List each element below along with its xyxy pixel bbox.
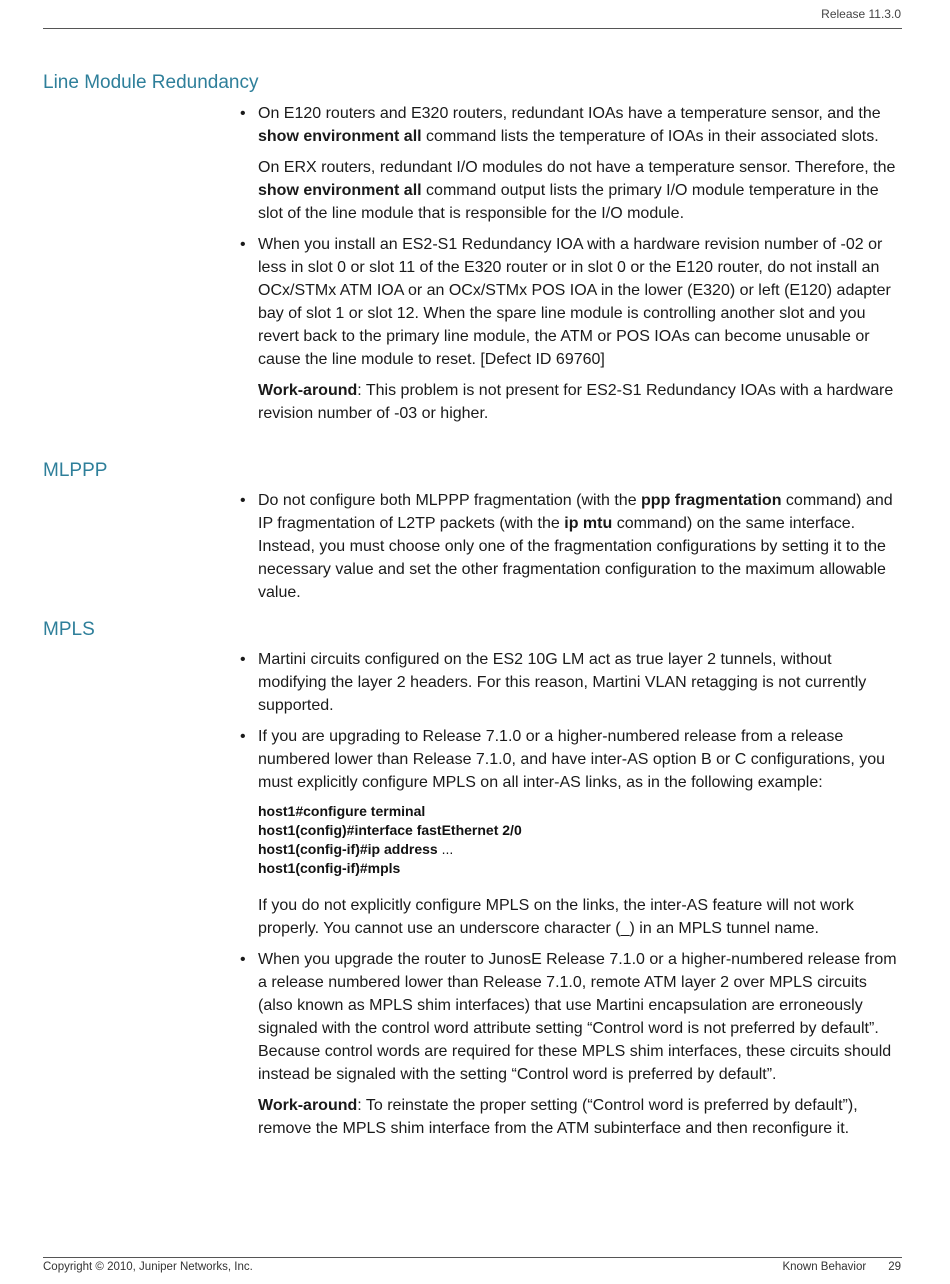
paragraph: • When you upgrade the router to JunosE Release 7.1.0 or a higher-numbered release from a release numbered lower than Release 7.1.0, remote ATM layer 2 over MPLS circuits (also known as MPLS shim interfaces) that use Martini encapsulation are erroneously signaled with the control word attribute setting “Control word is not preferred by default”. Because control words are required for these MPLS shim interfaces, these circuits should instead be signaled with the setting “Control word is preferred by default”. bbox=[258, 951, 897, 1083]
section-title-line-module-redundancy: Line Module Redundancy bbox=[43, 72, 259, 93]
code-line bbox=[258, 859, 902, 878]
text-run: command) and IP fragmentation of L2TP packets (with the bbox=[258, 492, 893, 532]
text-run: command) on the same interface. Instead, you must choose only one of the fragmentation configurations by setting it to the necessary value and set the other fragmentation configuration to the maximum allowable value. bbox=[258, 515, 886, 601]
code-prompt: host1(config)# bbox=[258, 822, 355, 838]
paragraph: If you do not explicitly configure MPLS on the links, the inter-AS feature will not work properly. You cannot use an underscore character (_) in an MPLS tunnel name. bbox=[258, 897, 854, 937]
list-item bbox=[240, 489, 902, 604]
paragraph: • Martini circuits configured on the ES2 10G LM act as true layer 2 tunnels, without modifying the layer 2 headers. For this reason, Martini VLAN retagging is not currently supported. bbox=[258, 651, 867, 714]
section-title-mlppp: MLPPP bbox=[43, 460, 108, 481]
list-item bbox=[240, 725, 902, 940]
footer-section-name: Known Behavior bbox=[782, 1261, 867, 1273]
footer-rule bbox=[43, 1257, 902, 1258]
code-prompt: host1# bbox=[258, 803, 304, 819]
text-run: command lists the temperature of IOAs in their associated slots. bbox=[421, 128, 879, 145]
code-example bbox=[258, 802, 902, 878]
code-command: ip address bbox=[367, 841, 438, 857]
list-item bbox=[240, 648, 902, 717]
release-label: Release 11.3.0 bbox=[821, 7, 901, 21]
workaround-label: Work-around bbox=[258, 1097, 358, 1114]
page-number: 29 bbox=[888, 1261, 901, 1273]
bullet-list bbox=[240, 102, 902, 425]
code-command: configure terminal bbox=[303, 803, 426, 819]
workaround-label: Work-around bbox=[258, 382, 358, 399]
paragraph bbox=[258, 102, 902, 148]
list-item bbox=[240, 948, 902, 1140]
paragraph: • If you are upgrading to Release 7.1.0 or a higher-numbered release from a release numbered lower than Release 7.1.0, and have inter-AS option B or C configurations, you must explicitly configure MPLS on all inter-AS links, as in the following example: bbox=[258, 728, 886, 791]
code-command: mpls bbox=[367, 860, 401, 876]
list-item bbox=[240, 233, 902, 425]
paragraph bbox=[258, 156, 902, 225]
paragraph: • When you install an ES2-S1 Redundancy IOA with a hardware revision number of -02 or less in slot 0 or slot 11 of the E320 router or in slot 0 or the E120 router, do not install an OCx/STMx ATM IOA or an OCx/STMx POS IOA in the lower (E320) or left (E120) adapter bay of slot 1 or slot 12. When the spare line module is controlling another slot and you revert back to the primary line module, the ATM or POS IOAs can become unusable or cause the line module to reset. [Defect ID 69760] bbox=[258, 236, 891, 368]
section-line-module-redundancy bbox=[240, 102, 902, 433]
section-title-mpls: MPLS bbox=[43, 619, 95, 640]
text-run: : To reinstate the proper setting (“Control word is preferred by default”), remove the MPLS shim interface from the ATM subinterface and then reconfigure it. bbox=[258, 1097, 858, 1137]
footer-right bbox=[782, 1261, 901, 1273]
code-tail: ... bbox=[437, 841, 454, 857]
workaround-paragraph bbox=[258, 1094, 902, 1140]
command-name: ip mtu bbox=[564, 515, 613, 532]
code-line bbox=[258, 802, 902, 821]
code-command: interface fastEthernet 2/0 bbox=[354, 822, 522, 838]
copyright: Copyright © 2010, Juniper Networks, Inc. bbox=[43, 1261, 253, 1273]
header-rule bbox=[43, 28, 902, 29]
code-prompt: host1(config-if)# bbox=[258, 841, 368, 857]
list-item bbox=[240, 102, 902, 225]
code-line bbox=[258, 840, 902, 859]
section-mpls bbox=[240, 648, 902, 1148]
text-run: : This problem is not present for ES2-S1 Redundancy IOAs with a hardware revision number of -03 or higher. bbox=[258, 382, 894, 422]
code-prompt: host1(config-if)# bbox=[258, 860, 368, 876]
bullet-list bbox=[240, 489, 902, 604]
text-run: Do not configure both MLPPP fragmentation (with the bbox=[258, 492, 642, 509]
workaround-paragraph bbox=[258, 379, 902, 425]
text-run: On E120 routers and E320 routers, redundant IOAs have a temperature sensor, and the bbox=[258, 105, 881, 122]
code-line bbox=[258, 821, 902, 840]
command-name: show environment all bbox=[258, 182, 422, 199]
command-name: show environment all bbox=[258, 128, 422, 145]
text-run: On ERX routers, redundant I/O modules do not have a temperature sensor. Therefore, the bbox=[258, 159, 896, 176]
bullet-list bbox=[240, 648, 902, 1140]
text-run: command output lists the primary I/O module temperature in the slot of the line module that is responsible for the I/O module. bbox=[258, 182, 879, 222]
section-mlppp bbox=[240, 489, 902, 612]
command-name: ppp fragmentation bbox=[641, 492, 782, 509]
paragraph bbox=[258, 489, 902, 604]
